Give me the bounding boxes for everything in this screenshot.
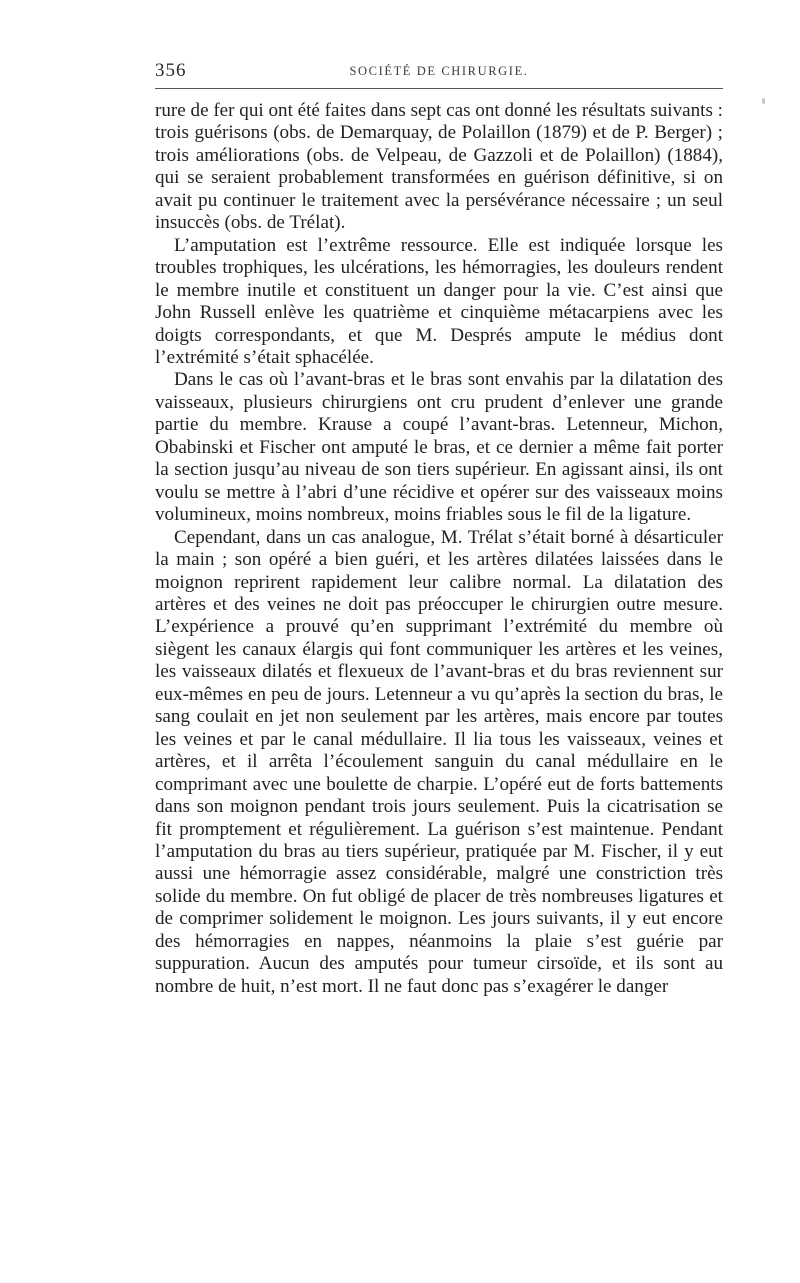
page-number: 356: [155, 60, 187, 81]
paper-speck: [762, 98, 765, 104]
paragraph-amputation: L’amputation est l’extrême ressource. Elle est indiquée lorsque les troubles trophiques, les ulcérations, les hémorragies, les douleurs rendent le membre inutile et constituent un danger pour la vie. C’est ainsi que John Russell enlève les quatrième et cinquième métacarpiens avec les doigts correspondants, et que M. Després ampute le médius dont l’extrémité s’était sphacélée.: [155, 234, 723, 368]
running-head: [155, 60, 723, 84]
body-text: [155, 100, 723, 998]
paragraph-avant-bras: Dans le cas où l’avant-bras et le bras sont envahis par la dilatation des vaisseaux, plusieurs chirurgiens ont cru prudent d’enlever une grande partie du membre. Krause a coupé l’avant-bras. Letenneur, Michon, Obabinski et Fischer ont amputé le bras, et ce dernier a même fait porter la section jusqu’au niveau de son tiers supérieur. En agissant ainsi, ils ont voulu se mettre à l’abri d’une récidive et opérer sur des vaisseaux moins volumineux, moins nombreux, moins friables sous le fil de la ligature.: [155, 369, 723, 526]
running-title: SOCIÉTÉ DE CHIRURGIE.: [349, 64, 529, 78]
header-rule: [155, 88, 723, 89]
paragraph-cependant: Cependant, dans un cas analogue, M. Trélat s’était borné à désarticuler la main ; son opéré a bien guéri, et les artères dilatées laissées dans le moignon reprirent rapidement leur calibre normal. La dilatation des artères et des veines ne doit pas préoccuper le chirurgien outre mesure. L’expérience a prouvé qu’en supprimant l’extrémité du membre où siègent les canaux élargis qui font communiquer les artères et les veines, les vaisseaux dilatés et flexueux de l’avant-bras et du bras reviennent sur eux-mêmes en peu de jours. Letenneur a vu qu’après la section du bras, le sang coulait en jet non seulement par les artères, mais encore par toutes les veines et par le canal médullaire. Il lia tous les vaisseaux, veines et artères, et il arrêta l’écoulement sanguin du canal médullaire en le comprimant avec une boulette de charpie. L’opéré eut de forts battements dans son moignon pendant trois jours seulement. Puis la cicatrisation se fit promptement et régulièrement. La guérison s’est maintenue. Pendant l’amputation du bras au tiers supérieur, pratiquée par M. Fischer, il y eut aussi une hémorragie assez considérable, malgré une constriction très solide du membre. On fut obligé de placer de très nombreuses ligatures et de comprimer solidement le moignon. Les jours suivants, il y eut encore des hémorragies en nappes, néanmoins la plaie s’est guérie par suppuration. Aucun des amputés pour tumeur cirsoïde, et ils sont au nombre de huit, n’est mort. Il ne faut donc pas s’exagérer le danger: [155, 526, 723, 997]
paragraph-continuation: rure de fer qui ont été faites dans sept cas ont donné les résultats suivants : trois guérisons (obs. de Demarquay, de Polaillon (1879) et de P. Berger) ; trois améliorations (obs. de Velpeau, de Gazzoli et de Polaillon) (1884), qui se seraient probablement transformées en guérison définitive, si on avait pu continuer le traitement avec la persévérance nécessaire ; un seul insuccès (obs. de Trélat).: [155, 100, 723, 234]
